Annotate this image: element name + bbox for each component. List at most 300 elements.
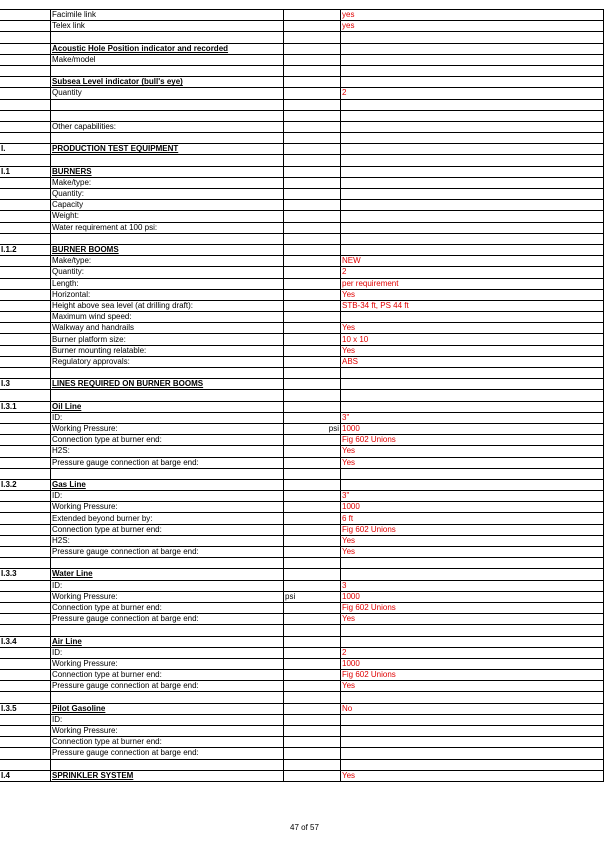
section-number-cell	[0, 535, 51, 546]
value-cell	[341, 43, 604, 54]
item-label-cell: Working Pressure:	[51, 423, 284, 434]
section-number-cell	[0, 737, 51, 748]
item-label-cell: Quantity:	[51, 189, 284, 200]
item-label-cell: Weight:	[51, 211, 284, 222]
unit-cell	[284, 21, 341, 32]
value-cell	[341, 737, 604, 748]
value-cell: Yes	[341, 345, 604, 356]
item-label-cell: Quantity:	[51, 267, 284, 278]
unit-cell	[284, 524, 341, 535]
value-cell	[341, 32, 604, 43]
table-row	[0, 121, 604, 132]
section-number-cell: I.3.3	[0, 569, 51, 580]
table-row	[0, 558, 604, 569]
section-number-cell	[0, 368, 51, 379]
table-row	[0, 547, 604, 558]
section-number-cell	[0, 502, 51, 513]
value-cell	[341, 636, 604, 647]
table-row	[0, 703, 604, 714]
value-cell: STB-34 ft, PS 44 ft	[341, 300, 604, 311]
unit-cell	[284, 435, 341, 446]
unit-cell	[284, 43, 341, 54]
value-cell: 2	[341, 267, 604, 278]
section-number-cell	[0, 222, 51, 233]
section-number-cell	[0, 77, 51, 88]
section-number-cell	[0, 21, 51, 32]
item-label-cell: Pressure gauge connection at barge end:	[51, 614, 284, 625]
table-row	[0, 535, 604, 546]
unit-cell	[284, 189, 341, 200]
table-row	[0, 345, 604, 356]
item-label-cell: Working Pressure:	[51, 502, 284, 513]
item-label-cell: Acoustic Hole Position indicator and recorded	[51, 43, 284, 54]
unit-cell	[284, 211, 341, 222]
unit-cell	[284, 748, 341, 759]
item-label-cell: Pressure gauge connection at barge end:	[51, 748, 284, 759]
section-number-cell	[0, 714, 51, 725]
table-row	[0, 759, 604, 770]
item-label-cell: H2S:	[51, 446, 284, 457]
section-number-cell: I.1.2	[0, 244, 51, 255]
section-number-cell	[0, 155, 51, 166]
table-row	[0, 43, 604, 54]
value-cell	[341, 99, 604, 110]
section-number-cell	[0, 256, 51, 267]
table-row	[0, 244, 604, 255]
table-row	[0, 636, 604, 647]
item-label-cell: ID:	[51, 580, 284, 591]
unit-cell	[284, 457, 341, 468]
value-cell: NEW	[341, 256, 604, 267]
value-cell: ABS	[341, 356, 604, 367]
section-number-cell	[0, 625, 51, 636]
value-cell: Yes	[341, 457, 604, 468]
item-label-cell: Working Pressure:	[51, 591, 284, 602]
value-cell	[341, 211, 604, 222]
table-row	[0, 21, 604, 32]
unit-cell	[284, 323, 341, 334]
unit-cell	[284, 714, 341, 725]
table-row	[0, 334, 604, 345]
section-number-cell	[0, 602, 51, 613]
table-row	[0, 54, 604, 65]
section-number-cell	[0, 457, 51, 468]
section-number-cell	[0, 211, 51, 222]
item-label-cell	[51, 99, 284, 110]
page-number: 47 of 57	[290, 823, 319, 832]
table-row	[0, 614, 604, 625]
unit-cell	[284, 54, 341, 65]
item-label-cell: LINES REQUIRED ON BURNER BOOMS	[51, 379, 284, 390]
unit-cell	[284, 412, 341, 423]
unit-cell	[284, 569, 341, 580]
value-cell: Yes	[341, 323, 604, 334]
item-label-cell: Make/model	[51, 54, 284, 65]
table-row	[0, 368, 604, 379]
value-cell: yes	[341, 10, 604, 21]
item-label-cell: Connection type at burner end:	[51, 435, 284, 446]
value-cell	[341, 569, 604, 580]
unit-cell	[284, 121, 341, 132]
unit-cell	[284, 233, 341, 244]
value-cell	[341, 133, 604, 144]
value-cell	[341, 222, 604, 233]
section-number-cell	[0, 759, 51, 770]
item-label-cell	[51, 368, 284, 379]
item-label-cell: Maximum wind speed:	[51, 312, 284, 323]
unit-cell: psi	[284, 591, 341, 602]
table-row	[0, 602, 604, 613]
table-row	[0, 591, 604, 602]
unit-cell	[284, 155, 341, 166]
unit-cell	[284, 133, 341, 144]
unit-cell	[284, 312, 341, 323]
unit-cell	[284, 602, 341, 613]
unit-cell	[284, 401, 341, 412]
item-label-cell: Pressure gauge connection at barge end:	[51, 547, 284, 558]
item-label-cell	[51, 65, 284, 76]
value-cell: 1000	[341, 591, 604, 602]
unit-cell	[284, 446, 341, 457]
value-cell	[341, 625, 604, 636]
table-row	[0, 658, 604, 669]
section-number-cell: I.1	[0, 166, 51, 177]
item-label-cell: Burner platform size:	[51, 334, 284, 345]
table-row	[0, 200, 604, 211]
value-cell	[341, 379, 604, 390]
value-cell	[341, 189, 604, 200]
table-row	[0, 233, 604, 244]
item-label-cell: Extended beyond burner by:	[51, 513, 284, 524]
table-row	[0, 479, 604, 490]
section-number-cell	[0, 99, 51, 110]
value-cell	[341, 468, 604, 479]
unit-cell	[284, 110, 341, 121]
item-label-cell	[51, 110, 284, 121]
value-cell: 1000	[341, 423, 604, 434]
section-number-cell	[0, 133, 51, 144]
unit-cell	[284, 759, 341, 770]
unit-cell	[284, 692, 341, 703]
unit-cell	[284, 681, 341, 692]
section-number-cell	[0, 278, 51, 289]
item-label-cell	[51, 390, 284, 401]
unit-cell	[284, 625, 341, 636]
value-cell	[341, 121, 604, 132]
table-row	[0, 256, 604, 267]
unit-cell	[284, 356, 341, 367]
unit-cell	[284, 636, 341, 647]
unit-cell	[284, 737, 341, 748]
item-label-cell: Subsea Level indicator (bull's eye)	[51, 77, 284, 88]
item-label-cell: Burner mounting relatable:	[51, 345, 284, 356]
unit-cell	[284, 99, 341, 110]
unit-cell	[284, 513, 341, 524]
item-label-cell	[51, 32, 284, 43]
section-number-cell	[0, 423, 51, 434]
item-label-cell: Horizontal:	[51, 289, 284, 300]
section-number-cell	[0, 681, 51, 692]
section-number-cell	[0, 10, 51, 21]
item-label-cell: Height above sea level (at drilling draft):	[51, 300, 284, 311]
value-cell	[341, 312, 604, 323]
value-cell: 3"	[341, 491, 604, 502]
unit-cell	[284, 726, 341, 737]
table-row	[0, 726, 604, 737]
value-cell: Fig 602 Unions	[341, 670, 604, 681]
section-number-cell	[0, 524, 51, 535]
item-label-cell	[51, 468, 284, 479]
unit-cell	[284, 703, 341, 714]
table-row	[0, 155, 604, 166]
value-cell	[341, 177, 604, 188]
table-row	[0, 390, 604, 401]
value-cell	[341, 144, 604, 155]
section-number-cell	[0, 468, 51, 479]
table-row	[0, 468, 604, 479]
unit-cell	[284, 647, 341, 658]
item-label-cell: H2S:	[51, 535, 284, 546]
value-cell	[341, 558, 604, 569]
table-row	[0, 133, 604, 144]
section-number-cell	[0, 300, 51, 311]
unit-cell	[284, 77, 341, 88]
item-label-cell: Working Pressure:	[51, 658, 284, 669]
section-number-cell	[0, 726, 51, 737]
table-row	[0, 423, 604, 434]
unit-cell	[284, 166, 341, 177]
unit-cell	[284, 244, 341, 255]
section-number-cell	[0, 121, 51, 132]
value-cell: Yes	[341, 535, 604, 546]
table-row	[0, 177, 604, 188]
item-label-cell: Connection type at burner end:	[51, 737, 284, 748]
table-row	[0, 457, 604, 468]
unit-cell	[284, 144, 341, 155]
item-label-cell: Regulatory approvals:	[51, 356, 284, 367]
value-cell: Yes	[341, 289, 604, 300]
section-number-cell	[0, 412, 51, 423]
item-label-cell	[51, 133, 284, 144]
item-label-cell: Pressure gauge connection at barge end:	[51, 681, 284, 692]
item-label-cell: Quantity	[51, 88, 284, 99]
table-row	[0, 647, 604, 658]
value-cell: 3"	[341, 412, 604, 423]
unit-cell	[284, 289, 341, 300]
section-number-cell	[0, 110, 51, 121]
value-cell: 1000	[341, 502, 604, 513]
table-row	[0, 412, 604, 423]
table-row	[0, 748, 604, 759]
table-row	[0, 289, 604, 300]
section-number-cell	[0, 65, 51, 76]
table-row	[0, 222, 604, 233]
item-label-cell: Pilot Gasoline	[51, 703, 284, 714]
item-label-cell: Walkway and handrails	[51, 323, 284, 334]
value-cell	[341, 714, 604, 725]
item-label-cell: Capacity	[51, 200, 284, 211]
value-cell	[341, 401, 604, 412]
section-number-cell	[0, 200, 51, 211]
unit-cell	[284, 614, 341, 625]
unit-cell	[284, 379, 341, 390]
value-cell: Yes	[341, 681, 604, 692]
table-row	[0, 502, 604, 513]
value-cell: 3	[341, 580, 604, 591]
value-cell	[341, 200, 604, 211]
table-row	[0, 312, 604, 323]
table-row	[0, 569, 604, 580]
table-row	[0, 356, 604, 367]
item-label-cell: Facimile link	[51, 10, 284, 21]
section-number-cell: I.3.1	[0, 401, 51, 412]
value-cell	[341, 233, 604, 244]
table-row	[0, 513, 604, 524]
table-row	[0, 770, 604, 781]
table-row	[0, 77, 604, 88]
section-number-cell	[0, 177, 51, 188]
section-number-cell	[0, 748, 51, 759]
table-row	[0, 737, 604, 748]
item-label-cell: ID:	[51, 412, 284, 423]
unit-cell	[284, 368, 341, 379]
unit-cell	[284, 345, 341, 356]
value-cell: Yes	[341, 547, 604, 558]
table-row	[0, 144, 604, 155]
table-row	[0, 110, 604, 121]
item-label-cell	[51, 155, 284, 166]
section-number-cell	[0, 591, 51, 602]
value-cell: Yes	[341, 446, 604, 457]
unit-cell	[284, 468, 341, 479]
table-row	[0, 379, 604, 390]
unit-cell	[284, 558, 341, 569]
item-label-cell: Connection type at burner end:	[51, 524, 284, 535]
table-row	[0, 670, 604, 681]
section-number-cell	[0, 558, 51, 569]
section-number-cell: I.3.4	[0, 636, 51, 647]
unit-cell	[284, 278, 341, 289]
item-label-cell: Make/type:	[51, 256, 284, 267]
unit-cell	[284, 535, 341, 546]
section-number-cell: I.	[0, 144, 51, 155]
section-number-cell	[0, 446, 51, 457]
unit-cell	[284, 256, 341, 267]
section-number-cell	[0, 345, 51, 356]
value-cell: Yes	[341, 614, 604, 625]
item-label-cell: BURNERS	[51, 166, 284, 177]
value-cell	[341, 726, 604, 737]
value-cell: Fig 602 Unions	[341, 602, 604, 613]
item-label-cell: ID:	[51, 647, 284, 658]
section-number-cell	[0, 670, 51, 681]
unit-cell	[284, 670, 341, 681]
item-label-cell: ID:	[51, 491, 284, 502]
value-cell: 6 ft	[341, 513, 604, 524]
section-number-cell	[0, 491, 51, 502]
item-label-cell	[51, 233, 284, 244]
section-number-cell	[0, 547, 51, 558]
unit-cell	[284, 658, 341, 669]
item-label-cell	[51, 625, 284, 636]
section-number-cell	[0, 88, 51, 99]
section-number-cell	[0, 356, 51, 367]
unit-cell	[284, 32, 341, 43]
table-row	[0, 32, 604, 43]
section-number-cell: I.4	[0, 770, 51, 781]
unit-cell	[284, 580, 341, 591]
table-row	[0, 10, 604, 21]
item-label-cell: Working Pressure:	[51, 726, 284, 737]
unit-cell: psi	[284, 423, 341, 434]
table-row	[0, 625, 604, 636]
value-cell: yes	[341, 21, 604, 32]
value-cell: 2	[341, 88, 604, 99]
table-row	[0, 580, 604, 591]
unit-cell	[284, 547, 341, 558]
unit-cell	[284, 222, 341, 233]
item-label-cell: Make/type:	[51, 177, 284, 188]
unit-cell	[284, 200, 341, 211]
value-cell: per requirement	[341, 278, 604, 289]
section-number-cell	[0, 614, 51, 625]
section-number-cell	[0, 692, 51, 703]
section-number-cell	[0, 647, 51, 658]
unit-cell	[284, 770, 341, 781]
unit-cell	[284, 88, 341, 99]
section-number-cell	[0, 390, 51, 401]
value-cell	[341, 748, 604, 759]
item-label-cell: Water requirement at 100 psi:	[51, 222, 284, 233]
value-cell	[341, 155, 604, 166]
value-cell: Yes	[341, 770, 604, 781]
value-cell	[341, 368, 604, 379]
item-label-cell: Connection type at burner end:	[51, 602, 284, 613]
table-row	[0, 65, 604, 76]
value-cell	[341, 77, 604, 88]
item-label-cell	[51, 558, 284, 569]
item-label-cell: SPRINKLER SYSTEM	[51, 770, 284, 781]
unit-cell	[284, 334, 341, 345]
item-label-cell: Other capabilities:	[51, 121, 284, 132]
value-cell	[341, 54, 604, 65]
value-cell: 10 x 10	[341, 334, 604, 345]
section-number-cell	[0, 580, 51, 591]
section-number-cell	[0, 32, 51, 43]
unit-cell	[284, 300, 341, 311]
item-label-cell: Telex link	[51, 21, 284, 32]
section-number-cell	[0, 289, 51, 300]
table-row	[0, 446, 604, 457]
value-cell: 1000	[341, 658, 604, 669]
value-cell	[341, 759, 604, 770]
item-label-cell: PRODUCTION TEST EQUIPMENT	[51, 144, 284, 155]
table-row	[0, 267, 604, 278]
value-cell: 2	[341, 647, 604, 658]
item-label-cell: BURNER BOOMS	[51, 244, 284, 255]
value-cell	[341, 166, 604, 177]
section-number-cell	[0, 267, 51, 278]
table-row	[0, 681, 604, 692]
unit-cell	[284, 177, 341, 188]
table-row	[0, 211, 604, 222]
table-row	[0, 491, 604, 502]
value-cell	[341, 244, 604, 255]
item-label-cell: Gas Line	[51, 479, 284, 490]
table-row	[0, 435, 604, 446]
section-number-cell	[0, 658, 51, 669]
table-row	[0, 278, 604, 289]
